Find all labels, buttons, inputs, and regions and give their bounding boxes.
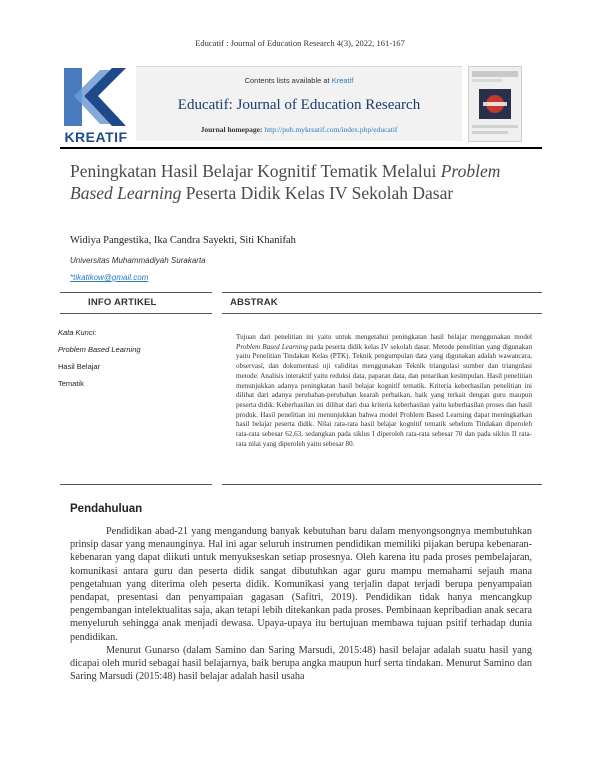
- contents-line: [136, 76, 462, 85]
- abstract-italic: Problem Based Learning: [236, 342, 308, 351]
- homepage-label: Journal homepage:: [200, 125, 265, 134]
- introduction-body: [70, 525, 532, 683]
- divider: [222, 484, 542, 485]
- abstract-part-1: Tujuan dari penelitian ini yaitu untuk mengetahui peningkatan hasil belajar menggunakan model: [236, 333, 532, 341]
- abstract-text: [236, 333, 532, 449]
- kreatif-logo: [60, 66, 130, 146]
- keywords-label: Kata Kunci:: [58, 328, 97, 337]
- running-head: Educatif : Journal of Education Research 4(3), 2022, 161-167: [195, 38, 405, 48]
- title-italic: Problem Based Learning: [70, 161, 501, 203]
- authors: Widiya Pangestika, Ika Candra Sayekti, Siti Khanifah: [70, 235, 296, 246]
- title-part-2: Peserta Didik Kelas IV Sekolah Dasar: [181, 183, 454, 203]
- divider: [60, 484, 212, 485]
- journal-banner: [60, 66, 542, 146]
- keyword-item: Tematik: [58, 379, 84, 388]
- publisher-link[interactable]: Kreatif: [331, 76, 354, 85]
- title-part-1: Peningkatan Hasil Belajar Kognitif Tematik Melalui: [70, 161, 441, 181]
- abstrak-heading: ABSTRAK: [230, 297, 278, 308]
- logo-text: KREATIF: [64, 129, 128, 145]
- info-artikel-heading: INFO ARTIKEL: [88, 297, 157, 308]
- divider: [222, 292, 542, 293]
- kreatif-logo-icon: [60, 66, 130, 128]
- keyword-item: Hasil Belajar: [58, 362, 101, 371]
- divider: [60, 292, 212, 293]
- homepage-line: [136, 125, 462, 134]
- journal-info-box: [136, 66, 462, 141]
- corresponding-email[interactable]: *tikatikow@gmail.com: [70, 273, 149, 282]
- contents-prefix: Contents lists available at: [244, 76, 332, 85]
- divider: [60, 313, 212, 314]
- cover-image-icon: [469, 67, 521, 141]
- article-title: [70, 160, 540, 204]
- affiliation: Universitas Muhammadiyah Surakarta: [70, 256, 206, 265]
- divider: [222, 313, 542, 314]
- abstract-part-2: pada peserta didik kelas IV sekolah dasar. Metode penelitian yang digunakan yaitu Penelitian Tindakan Kelas (PTK). Teknik pengumpulan data yang digunakan adalah wawancara, observasi, dan dokumentasi uji validitas menggunakan Teknik triangulasi sumber dan triangulasi metode. Analisis interaktif yaitu reduksi data, paparan data, dan penarikan kesimpulan. Hasil penelitian menunjukkan adanya peningkatan hasil belajar kognitif tematik. Kriteria keberhasilan penelitian ini dilihat dari adanya perubahan-perubahan kearah perbaikan, baik yang terkait dengan guru maupun peserta didik. Keberhasilan ini dilihat dari dua kriteria keberhasilan yaitu keberhasilan proses dan hasil produk. Hasil penelitian ini menunjukkan bahwa model Problem Based Learning dapat meningkatkan hasil belajar peserta didik. Nilai rata-rata hasil belajar kognitif tematik sebelum Tindakan diperoleh rata-rata sebesar 62,63, sedangkan pada siklus I diperoleh rata-rata sebesar 70 dan pada siklus II rata-rata nilai yang diperoleh yaitu sebesar 80.: [236, 342, 532, 448]
- journal-cover-thumbnail: [468, 66, 522, 142]
- body-paragraph: Pendidikan abad-21 yang mengandung banyak kebutuhan baru dalam menyongsongnya membutuhkan prinsip dasar yang menaunginya. Hal ini agar seluruh instrumen pendidikan memiliki pijakan berupa kebenaran-kebenaran yang dapat diikuti untuk menyukseskan setiap prosesnya. Oleh karena itu pada proses pembelajaran, komunikasi antara guru dan peserta didik sangat dibutuhkan agar guru mampu memahami sejauh mana pengetahuan yang diterima oleh peserta didik. Komunikasi yang terjalin dapat terjadi berupa penyampaian pendapat, presentasi dan penyampaian gagasan (Safitri, 2019). Pendidikan tidak hanya mencangkup pengembangan intelektualitas saja, akan tetapi lebih ditekankan pada proses. Pembinaan kepribadian anak secara menyeluruh sehingga anak menjadi dewasa. Upaya-upaya itu bertujuan membawa tujuan psitif terhadap dunia pendidikan.: [70, 526, 532, 643]
- body-paragraph: Menurut Gunarso (dalam Samino dan Saring Marsudi, 2015:48) hasil belajar adalah suatu hasil yang dicapai oleh murid sebagai hasil belajarnya, baik berupa angka maupun hurf serta tindakan. Menurut Samino dan Saring Marsudi (2015:48) hasil belajar adalah hasil usaha: [70, 644, 532, 683]
- journal-title: Educatif: Journal of Education Research: [177, 97, 421, 113]
- header-rule: [60, 147, 542, 149]
- keywords-panel: [58, 328, 208, 396]
- introduction-heading: Pendahuluan: [70, 503, 143, 515]
- keyword-item: Problem Based Learning: [58, 345, 141, 354]
- homepage-link[interactable]: http://pub.mykreatif.com/index.php/educatif: [264, 125, 398, 134]
